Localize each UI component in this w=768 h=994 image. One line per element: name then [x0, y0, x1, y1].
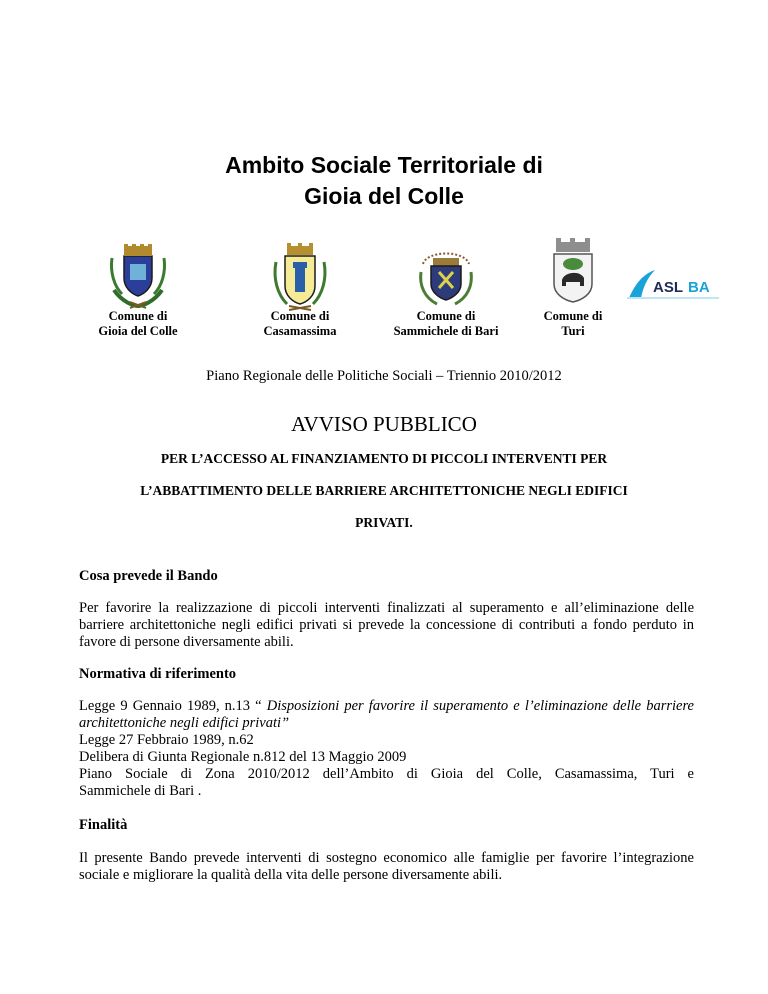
piano-regionale: Piano Regionale delle Politiche Sociali – Triennio 2010/2012: [206, 368, 562, 384]
crest-turi-icon: [548, 238, 598, 304]
crest-caption-casamassima: Comune di Casamassima: [263, 309, 337, 338]
law-2: Legge 27 Febbraio 1989, n.62: [79, 732, 254, 748]
asl-ba-logo-icon: [625, 268, 721, 300]
document-title-line2: Gioia del Colle: [304, 183, 464, 209]
document-title-line1: Ambito Sociale Territoriale di: [225, 152, 543, 178]
section-heading-cosa: Cosa prevede il Bando: [79, 568, 218, 584]
section-body-cosa: Per favorire la realizzazione di piccoli interventi finalizzati al superamento e all’eliminazione delle barriere architettoniche negli edifici privati si prevede la concessione di contributi a fondo perduto in favore di persone diversamente abili.: [79, 600, 694, 650]
crest-sammichele-icon: [413, 242, 479, 308]
avviso-subtitle: PER L’ACCESSO AL FINANZIAMENTO DI PICCOLI INTERVENTI PER L’ABBATTIMENTO DELLE BARRIERE ARCHITETTONICHE NEGLI EDIFICI PRIVATI.: [140, 451, 628, 530]
section-heading-finalita: Finalità: [79, 817, 128, 833]
crest-caption-sammichele: Comune di Sammichele di Bari: [393, 309, 499, 338]
crest-caption-gioia: Comune di Gioia del Colle: [98, 309, 178, 338]
crest-caption-turi: Comune di Turi: [543, 309, 603, 338]
avviso-title: AVVISO PUBBLICO: [291, 412, 477, 436]
svg-text:BA: BA: [688, 279, 710, 296]
law-4: Piano Sociale di Zona 2010/2012 dell’Ambito di Gioia del Colle, Casamassima, Turi e Sammichele di Bari .: [79, 766, 694, 799]
svg-text:ASL: ASL: [653, 279, 683, 296]
section-heading-normativa: Normativa di riferimento: [79, 666, 237, 682]
section-body-finalita: Il presente Bando prevede interventi di sostegno economico alle famiglie per favorire l’integrazione sociale e migliorare la qualità della vita delle persone diversamente abili.: [79, 850, 694, 883]
law-3: Delibera di Giunta Regionale n.812 del 13 Maggio 2009: [79, 749, 407, 765]
crest-gioia-icon: [108, 242, 168, 310]
law-1: Legge 9 Gennaio 1989, n.13 “ Disposizioni per favorire il superamento e l’eliminazione delle barriere architettoniche negli edifici privati”: [79, 698, 694, 731]
crest-casamassima-icon: [271, 242, 329, 312]
